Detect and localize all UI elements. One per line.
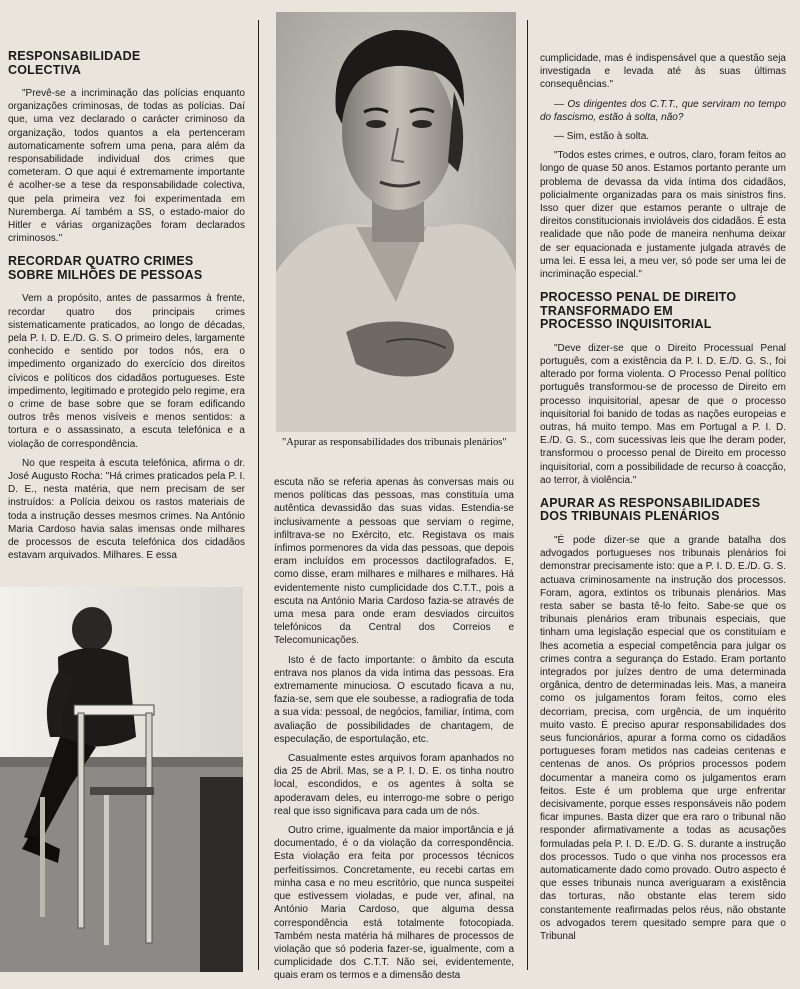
photo-portrait (276, 12, 516, 432)
photo-seated-man (0, 587, 243, 972)
column-rule-left (258, 20, 259, 970)
heading-responsabilidade-colectiva: RESPONSABILIDADE COLECTIVA (8, 49, 141, 77)
right-column (540, 52, 786, 949)
paragraph: "É pode dizer-se que a grande batalha dos advogados portugueses nos tribunais plenários foi demonstrar precisamente isto: que a P. I. D. E./D. G. S. actuava criminosamente na instrução dos processos. Foram, agora, extintos os tribunais plenários. Mas resta saber se basta tê-lo feito. Sabe-se que os tribunais plenários eram tribunais especiais, que tinham uma legislação especial que os constituíam e lhes acometia a especial competência para julgar os crimes contra a segurança do Estado. Eram portanto integrados por juízes dentro de uma determinada orgânica, dentro de determinadas leis. Mas, a maneira como os julgamentos foram feitos, como eles decorriam, precisa, com urgência, de um inquérito muito vasto. É preciso apurar responsabilidades dos seus funcionários, apurar a forma como os cidadãos portugueses foram metidos nas cadeias centenas e centenas de anos. Os próprios processos podem documentar a maneira como os julgamentos eram feitos. Este é um problema que urge enfrentar decisivamente, porque esses responsáveis não podem ficar impunes. Basta dizer que era raro o tribunal não responder afirmativamente a todas as acusações formuladas pela P. I. D. E./D. G. S. durante a instrução dos processos. Tudo o que vinha nos processos era automaticamente dado como provado. Outro aspecto é que esses tribunais nunca averiguaram a existência das torturas, não obstante elas terem sido constantemente reafirmadas pelos réus, não obstante os advogados terem quesitado sempre para que o Tribunal (540, 534, 786, 943)
portrait-illustration (276, 12, 516, 432)
paragraph: "Prevê-se a incriminação das polícias enquanto organizações criminosas, de todas as polícias. Daí que, uma vez declarado o carácter criminoso da organização, todos quantos a ela pertenceram automaticamente sofrem uma pena, para além da responsabilidade individual dos crimes que cometeram. O que aqui é extremamente importante é acolher-se a tese da responsabilidade colectiva, que pela primeira vez foi experimentada em Nuremberga. Aí também a SS, o estado-maior do Hitler e várias organizações foram declarados criminosos." (8, 88, 245, 245)
paragraph: Isto é de facto importante: o âmbito da escuta entrava nos planos da vida íntima das pessoas. Era extremamente minuciosa. O escutado ficava a nu, fazia-se, sem que ele soubesse, a radiografia de toda a sua vida: pessoal, de negócios, familiar, íntima, com avaliação de possibilidades de chantagem, de especulação, de esportulação, etc. (274, 654, 514, 745)
left-column (8, 50, 245, 569)
interview-question: — Os dirigentes dos C.T.T., que serviram no tempo do fascismo, estão à solta, não? (540, 98, 786, 123)
photo-caption: "Apurar as responsabilidades dos tribunais plenários" (282, 437, 507, 448)
paragraph: Casualmente estes arquivos foram apanhados no dia 25 de Abril. Mas, se a P. I. D. E. os tinha noutro local, escondidos, e os agentes à solta se apoderavam deles, eu interrogo-me sobre o perigo real que isso significava para cada um de nós. (274, 753, 514, 817)
heading-apurar-responsabilidades: APURAR AS RESPONSABILIDADES DOS TRIBUNAIS PLENÁRIOS (540, 495, 761, 524)
paragraph: Outro crime, igualmente da maior importância e já documentado, é o da violação da correspondência. Esta violação era feita por processos técnicos perfeitíssimos. Concretamente, eu recebi cartas em minha casa e no meu escritório, que nunca suspeitei que estivessem violadas, e pude ver, afinal, na António Maria Cardoso, que alguma dessa correspondência está totalmente fotocopiada. Também nesta matéria há milhares de processos de violação que só poderia fazer-se, igualmente, com a cumplicidade dos C.T.T. Não sei, evidentemente, quais eram os termos e a dimensão desta (274, 825, 514, 982)
interview-answer: — Sim, estão à solta. (554, 131, 650, 143)
paragraph: escuta não se referia apenas às conversas mais ou menos políticas das pessoas, mas constituía uma autêntica devassidão das suas vidas. Estendia-se inclusivamente a pessoas que serviam o regime, infiltrava-se no Exército, etc. Registava os mais ínfimos pormenores da vida das pessoas, que depois eram incluídos em processos dactilografados. E, como disse, eram milhares e milhares e milhares. Há evidentemente nisto cumplicidade dos C.T.T., pois a escuta na António Maria Cardoso fazia-se através de uma mesa para onde eram desviados circuitos telefónicos da Central dos Correios e Telecomunicações. (274, 477, 514, 647)
seated-man-illustration (0, 587, 243, 972)
heading-recordar-quatro-crimes: RECORDAR QUATRO CRIMES SOBRE MILHÕES DE PESSOAS (8, 254, 203, 282)
heading-processo-penal: PROCESSO PENAL DE DIREITO TRANSFORMADO EM PROCESSO INQUISITORIAL (540, 290, 737, 332)
paragraph: "Todos estes crimes, e outros, claro, foram feitos ao longo de quase 50 anos. Estamos portanto perante um problema de devassa da vida íntima dos cidadãos, policialmente organizadas para os mais sinistros fins. Isso quer dizer que estamos perante o ultraje de direitos constitucionais invioláveis dos cidadãos. É esta realidade que não pode de maneira nenhuma deixar de ser equacionada e justamente julgada através de uma lei. E essa lei, a meu ver, só pode ser uma lei de incriminação especial." (540, 150, 786, 281)
paragraph: "Deve dizer-se que o Direito Processual Penal português, com a existência da P. I. D. E./D. G. S., foi alterado por forma violenta. O Processo Penal político português transformou-se de processo de Direito em processo inquisitorial, apesar de que o processo inquisitorial foi banido de todas as nações europeias e outras, há muito tempo. Mas em Portugal a P. I. D. E./D. G. S., com sucessivas leis que lhe deram poder, transformou o processo penal de Direito em processo inquisitorial, com a possibilidade de recurso à coacção, ao terror, à violência." (540, 342, 786, 486)
middle-column (274, 476, 514, 989)
column-rule-right (527, 20, 528, 970)
paragraph: Vem a propósito, antes de passarmos à frente, recordar quatro dos principais crimes sistematicamente praticados, ao longo de décadas, pela P. I. D. E./D. G. S. O primeiro deles, largamente conhecido e sentido por todos nós, era o impedimento organizado do exercício dos direitos cívicos e políticos dos cidadãos portugueses. Este impedimento, legitimado e protegido pelo regime, era o crime de base sobre que se foram edificando outros três menos visíveis e menos sentidos: a tortura e o assassinato, a escuta telefónica e a violação de correspondência. (8, 293, 245, 450)
paragraph: cumplicidade, mas é indispensável que a questão seja investigada e levada até às suas últimas consequências." (540, 53, 786, 91)
paragraph: No que respeita à escuta telefónica, afirma o dr. José Augusto Rocha: "Há crimes praticados pela P. I. D. E., nesta matéria, que nem precisam de ser instruídos: a Polícia deixou os rastos materiais de toda a instrução desses mesmos crimes. Na António Maria Cardoso havia salas imensas onde milhares de processos de escuta telefónica dos cidadãos estavam arquivados. Milhares. E essa (8, 457, 245, 562)
